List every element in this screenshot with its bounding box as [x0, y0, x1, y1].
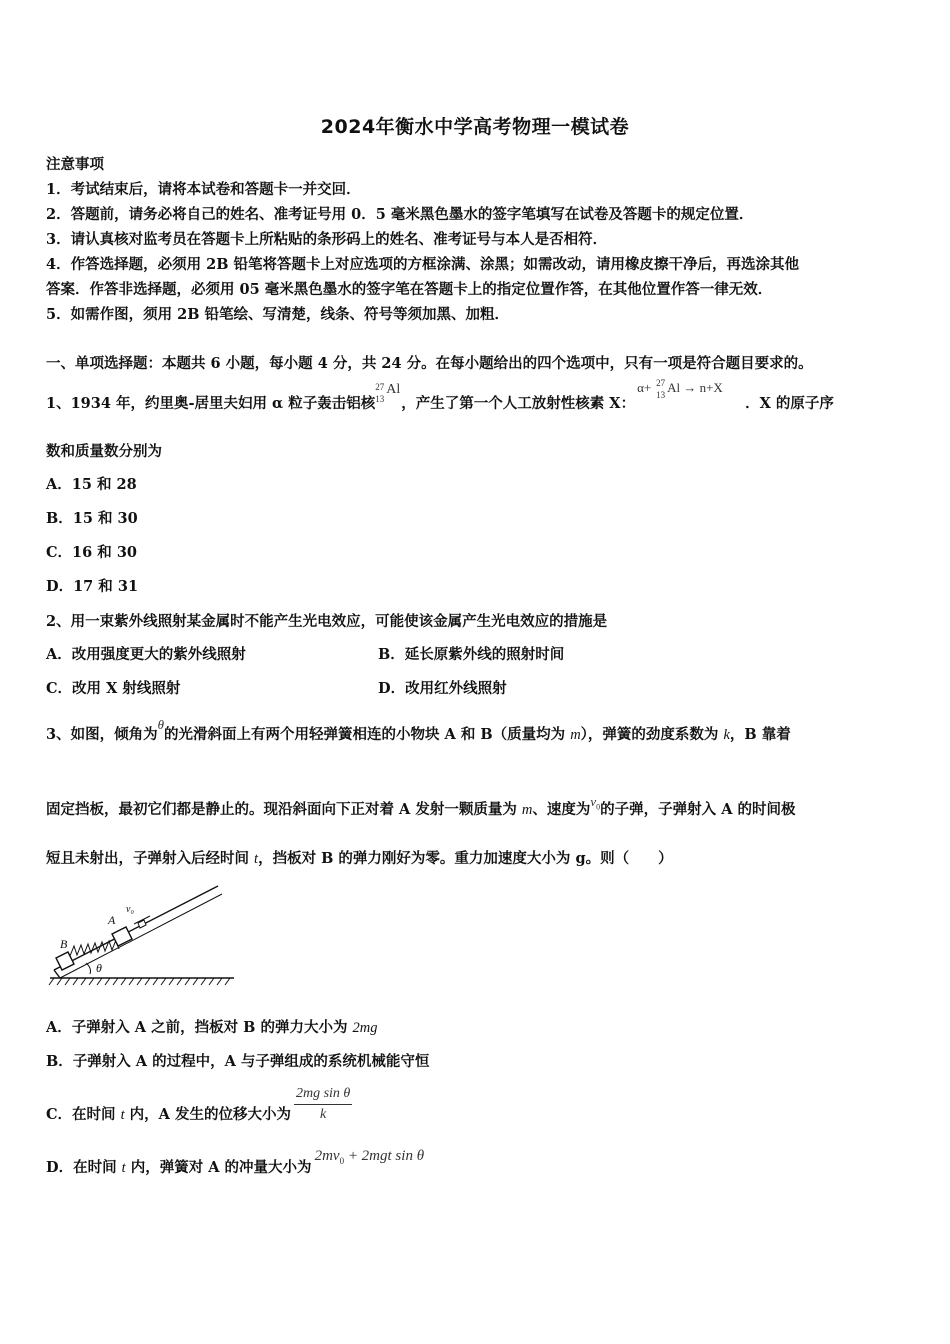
time-symbol: t	[121, 1160, 126, 1176]
label-theta: θ	[96, 961, 102, 975]
q1-option-c: C．16 和 30	[46, 544, 137, 561]
incline-surface	[54, 886, 218, 970]
ground-hatching	[49, 978, 230, 985]
q3-option-d	[46, 1148, 425, 1178]
q3-option-a-text: A．子弹射入 A 之前，挡板对 B 的弹力大小为	[46, 1019, 353, 1036]
question-1-stem	[46, 378, 834, 413]
q1-option-b: B．15 和 30	[46, 510, 138, 527]
incline-base	[54, 970, 60, 978]
atomic-number: 13	[375, 394, 385, 404]
question-3-line-2	[46, 794, 796, 820]
impulse-expression	[315, 1148, 425, 1164]
q1-text-c: ．X 的原子序	[745, 395, 834, 412]
notice-item: 1．考试结束后，请将本试卷和答题卡一并交回．	[46, 181, 361, 198]
q3-text: 的光滑斜面上有两个用轻弹簧相连的小物块 A 和 B（质量均为	[163, 726, 571, 743]
q3-option-c-text-a: C．在时间	[46, 1105, 121, 1123]
fraction-denominator: k	[320, 1107, 327, 1122]
q3-text: 3、如图，倾角为	[46, 726, 158, 743]
question-2-stem: 2、用一束紫外线照射某金属时不能产生光电效应，可能使该金属产生光电效应的措施是	[46, 613, 608, 630]
notice-heading: 注意事项	[46, 156, 104, 173]
notice-item: 2．答题前，请务必将自己的姓名、准考证号用 0．5 毫米黑色墨水的签字笔填写在试卷及答题卡的规定位置．	[46, 206, 754, 223]
label-a: A	[108, 913, 116, 927]
q2-option-d: D．改用红外线照射	[378, 680, 507, 697]
q3-text: ），弹簧的劲度系数为	[580, 726, 724, 743]
q3-option-a	[46, 1016, 377, 1037]
q3-text: ，B 靠着	[729, 726, 791, 743]
q1-option-d: D．17 和 31	[46, 578, 139, 595]
q3-option-d-text-a: D．在时间	[46, 1159, 122, 1176]
spring	[70, 940, 119, 956]
v-symbol: v	[590, 794, 597, 809]
label-b: B	[60, 937, 68, 951]
incline-figure	[46, 882, 238, 988]
notice-item: 答案．作答非选择题，必须用 05 毫米黑色墨水的签字笔在答题卡上的指定位置作答，在其他位置作答一律无效．	[46, 281, 773, 298]
mass-number: 27	[375, 382, 385, 392]
q3-option-c	[46, 1086, 352, 1123]
q3-option-d-text-b: 内，弹簧对 A 的冲量大小为	[125, 1159, 312, 1176]
nuclear-equation	[635, 378, 745, 408]
page-title: 2024年衡水中学高考物理一模试卷	[320, 116, 630, 138]
incline-underside	[60, 894, 222, 978]
element-symbol: Al	[386, 382, 401, 397]
equation-rest: Al → n+X	[667, 380, 723, 395]
alpha-symbol: α+	[637, 380, 652, 395]
time-symbol: t	[254, 851, 259, 867]
q1-option-a: A．15 和 28	[46, 476, 137, 493]
v0-symbol	[590, 794, 601, 812]
notice-item: 4．作答选择题，必须用 2B 铅笔将答题卡上对应选项的方框涂满、涂黑；如需改动，请用橡皮擦干净后，再选涂其他	[46, 256, 800, 273]
expr-part-a: 2mv	[314, 1148, 340, 1164]
question-1-stem-cont: 数和质量数分别为	[46, 443, 162, 460]
q3-text: 短且未射出，子弹射入后经时间	[46, 850, 255, 867]
q3-option-b: B．子弹射入 A 的过程中，A 与子弹组成的系统机械能守恒	[46, 1053, 430, 1070]
q3-option-c-text	[46, 1106, 291, 1123]
section-heading: 一、单项选择题：本题共 6 小题，每小题 4 分，共 24 分。在每小题给出的四个选项中，只有一项是符合题目要求的。	[46, 355, 813, 372]
question-3-line-1	[46, 717, 791, 744]
notice-item: 5．如需作图，须用 2B 铅笔绘、写清楚，线条、符号等须加黑、加粗．	[46, 306, 510, 323]
q3-text: ，挡板对 B 的弹力刚好为零。重力加速度大小为 g。则（ ）	[258, 850, 673, 867]
notice-item: 3．请认真核对监考员在答题卡上所粘贴的条形码上的姓名、准考证号与本人是否相符．	[46, 231, 608, 248]
q1-text-a: 1、1934 年，约里奥-居里夫妇用 α 粒子轰击铝核	[46, 395, 376, 412]
q3-text: 的子弹，子弹射入 A 的时间极	[600, 801, 796, 818]
q1-text-b: ，产生了第一个人工放射性核素 X：	[401, 395, 636, 412]
q3-option-c-text-b: 内，A 发生的位移大小为	[124, 1105, 291, 1123]
time-symbol: t	[120, 1106, 125, 1123]
q2-option-b: B．延长原紫外线的照射时间	[378, 646, 565, 663]
stiffness-symbol: k	[723, 727, 730, 743]
question-3-line-3	[46, 847, 673, 868]
v-subscript: 0	[596, 802, 601, 812]
expr-part-b: + 2mgt sin θ	[344, 1148, 425, 1164]
label-v0: v₀	[126, 904, 134, 915]
fraction-numerator: 2mg sin θ	[294, 1086, 352, 1105]
theta-symbol: θ	[157, 717, 164, 732]
q3-text: 、速度为	[532, 801, 591, 818]
q2-option-c: C．改用 X 射线照射	[46, 680, 181, 697]
atomic-number: 13	[656, 390, 666, 400]
expr-subscript: 0	[339, 1156, 345, 1166]
mass-symbol: m	[570, 727, 581, 743]
q3-text: 固定挡板，最初它们都是静止的。现沿斜面向下正对着 A 发射一颗质量为	[46, 801, 522, 818]
q2-option-a: A．改用强度更大的紫外线照射	[46, 646, 246, 663]
q3-option-a-value: 2mg	[352, 1020, 378, 1036]
mass-number: 27	[656, 378, 666, 388]
mass-symbol: m	[521, 802, 533, 818]
displacement-fraction	[294, 1086, 352, 1123]
al-nuclide	[375, 382, 401, 408]
